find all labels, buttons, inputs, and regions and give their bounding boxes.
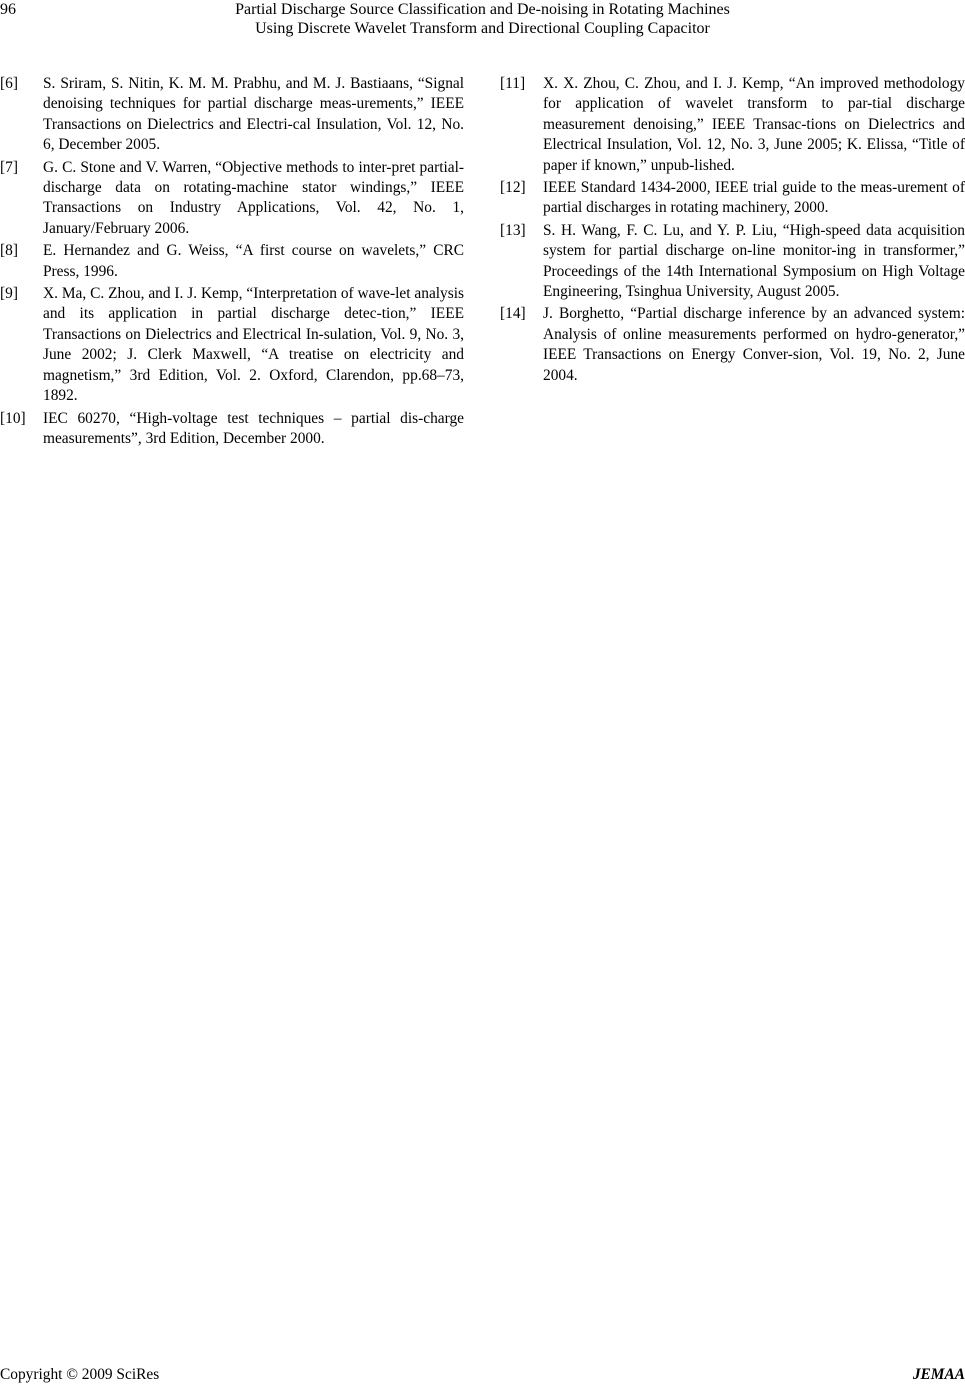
- reference-13: [500, 221, 965, 303]
- reference-8: [0, 241, 464, 282]
- references-right-column: [500, 74, 965, 388]
- reference-number: [12]: [500, 179, 526, 197]
- references-left-column: [0, 74, 464, 451]
- reference-text: E. Hernandez and G. Weiss, “A first course on wavelets,” CRC Press, 1996.: [43, 242, 464, 280]
- page-number: 96: [0, 1, 16, 18]
- reference-number: [7]: [0, 158, 18, 176]
- running-title-line-2: Using Discrete Wavelet Transform and Directional Coupling Capacitor: [255, 20, 710, 37]
- reference-7: [0, 158, 464, 240]
- reference-text: X. Ma, C. Zhou, and I. J. Kemp, “Interpretation of wave-let analysis and its application in partial discharge detec-tion,” IEEE Transactions on Dielectrics and Electrical In-sulation, Vol. 9, No. 3, June 2002; J. Clerk Maxwell, “A treatise on electricity and magnetism,” 3rd Edition, Vol. 2. Oxford, Clarendon, pp.68–73, 1892.: [43, 285, 464, 405]
- page-header: [0, 0, 965, 44]
- page-footer: [0, 1365, 965, 1385]
- reference-number: [8]: [0, 242, 18, 260]
- reference-text: S. H. Wang, F. C. Lu, and Y. P. Liu, “High-speed data acquisition system for partial discharge on-line monitor-ing in transformer,” Proceedings of the 14th International Symposium on High Voltage Engineering, Tsinghua University, August 2005.: [543, 221, 965, 301]
- reference-text: G. C. Stone and V. Warren, “Objective methods to inter-pret partial-discharge data on rotating-machine stator windings,” IEEE Transactions on Industry Applications, Vol. 42, No. 1, January/February 2006.: [43, 158, 464, 237]
- reference-text: J. Borghetto, “Partial discharge inference by an advanced system: Analysis of online measurements performed on hydro-generator,” IEEE Transactions on Energy Conver-sion, Vol. 19, No. 2, June 2004.: [543, 305, 965, 384]
- reference-number: [10]: [0, 409, 26, 427]
- reference-number: [11]: [500, 75, 526, 92]
- reference-text: IEEE Standard 1434-2000, IEEE trial guide to the meas-urement of partial discharges in rotating machinery, 2000.: [543, 179, 965, 217]
- reference-14: [500, 304, 965, 386]
- reference-number: [13]: [500, 221, 526, 239]
- reference-text: S. Sriram, S. Nitin, K. M. M. Prabhu, and M. J. Bastiaans, “Signal denoising techniques for partial discharge meas-urements,” IEEE Transactions on Dielectrics and Electri-cal Insulation, Vol. 12, No. 6, December 2005.: [43, 75, 464, 154]
- reference-number: [14]: [500, 305, 526, 323]
- reference-9: [0, 284, 464, 406]
- reference-text: IEC 60270, “High-voltage test techniques – partial dis-charge measurements”, 3rd Edition, December 2000.: [43, 409, 464, 447]
- reference-11: [500, 74, 965, 176]
- running-title-line-1: Partial Discharge Source Classification and De-noising in Rotating Machines: [235, 1, 730, 18]
- reference-number: [6]: [0, 75, 18, 92]
- reference-10: [0, 409, 464, 450]
- reference-number: [9]: [0, 285, 18, 303]
- copyright-notice: Copyright © 2009 SciRes: [0, 1366, 160, 1383]
- reference-12: [500, 178, 965, 219]
- reference-6: [0, 74, 464, 156]
- reference-text: X. X. Zhou, C. Zhou, and I. J. Kemp, “An improved methodology for application of wavelet transform to par-tial discharge measurement denoising,” IEEE Transac-tions on Dielectrics and Electrical Insulation, Vol. 12, No. 3, June 2005; K. Elissa, “Title of paper if known,” unpub-lished.: [543, 75, 965, 174]
- journal-name: JEMAA: [912, 1366, 965, 1383]
